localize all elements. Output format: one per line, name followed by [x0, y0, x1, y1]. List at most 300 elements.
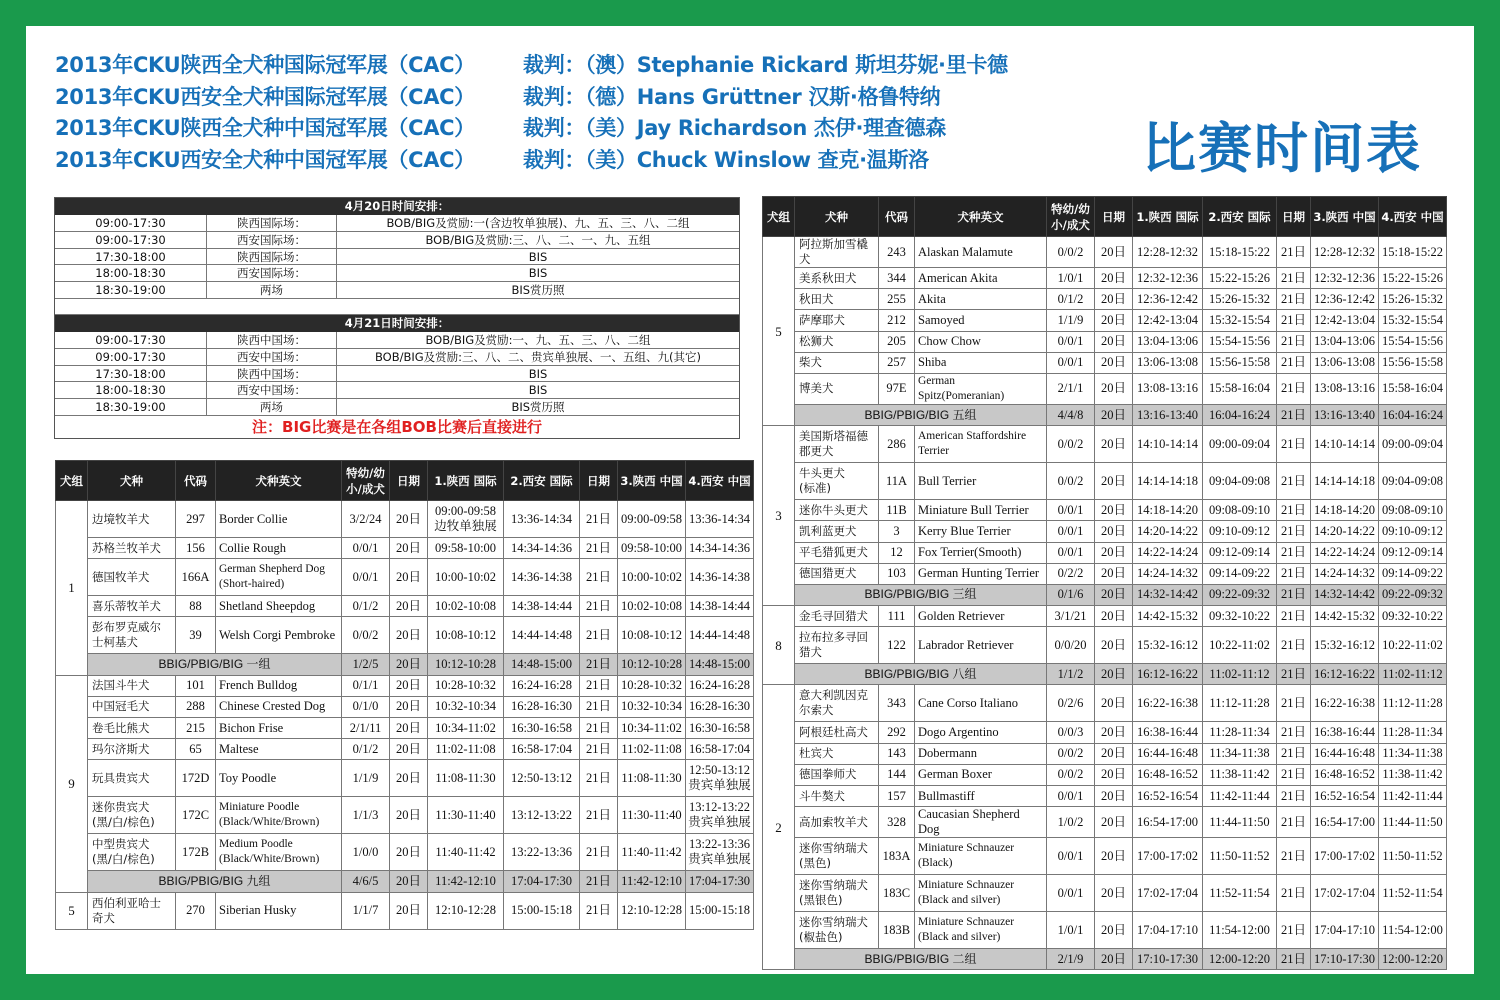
time-cn-xian: 12:50-13:12 贵宾单独展 — [686, 760, 754, 797]
breed-cn: 玩具贵宾犬 — [88, 760, 176, 797]
time-cn-shaanxi: 09:00-09:58 — [618, 501, 686, 538]
breed-cn: 意大利凯因克 尔索犬 — [795, 685, 879, 722]
time-intl-xian: 16:04-16:24 — [1203, 404, 1277, 425]
entry-count: 0/0/1 — [342, 538, 390, 559]
schedule-row — [55, 232, 739, 249]
entry-count: 1/0/2 — [1047, 807, 1095, 838]
date-day1: 20日 — [1095, 426, 1133, 463]
column-header: 3.陕西 中国 — [618, 461, 686, 501]
time-intl-shaanxi: 09:58-10:00 — [428, 538, 504, 559]
table-row — [763, 685, 1447, 722]
breed-code: 88 — [176, 596, 216, 617]
time-cn-xian: 14:34-14:36 — [686, 538, 754, 559]
left-schedule-table — [55, 460, 754, 930]
date-day2: 21日 — [1277, 521, 1311, 542]
date-day1: 20日 — [1095, 352, 1133, 373]
breed-code: 39 — [176, 617, 216, 654]
breed-code: 172B — [176, 834, 216, 871]
table-row — [763, 331, 1447, 352]
entry-count: 0/1/6 — [1047, 584, 1095, 605]
breed-code: 172D — [176, 760, 216, 797]
date-day1: 20日 — [1095, 912, 1133, 949]
daily-schedule-box — [54, 197, 740, 439]
breed-cn: 法国斗牛犬 — [88, 675, 176, 696]
breed-en: Chinese Crested Dog — [216, 696, 342, 717]
entry-count: 3/1/21 — [1047, 606, 1095, 627]
date-day2: 21日 — [580, 675, 618, 696]
time-cn-xian: 11:12-11:28 — [1379, 685, 1447, 722]
breed-cn: 金毛寻回猎犬 — [795, 606, 879, 627]
time-cn-xian: 09:32-10:22 — [1379, 606, 1447, 627]
event-header — [55, 50, 1065, 176]
date-day1: 20日 — [390, 739, 428, 760]
date-day1: 20日 — [1095, 268, 1133, 289]
breed-en: Bullmastiff — [915, 786, 1047, 807]
time-cn-shaanxi: 17:10-17:30 — [1311, 949, 1379, 970]
time-cn-xian: 12:00-12:20 — [1379, 949, 1447, 970]
breed-cn: 秋田犬 — [795, 289, 879, 310]
time-cn-xian: 14:36-14:38 — [686, 559, 754, 596]
breed-code: 328 — [879, 807, 915, 838]
schedule-time: 09:00-17:30 — [55, 215, 207, 231]
date-day1: 20日 — [1095, 786, 1133, 807]
time-intl-xian: 11:34-11:38 — [1203, 743, 1277, 764]
group-number: 2 — [763, 685, 795, 970]
breed-en: Shiba — [915, 352, 1047, 373]
breed-en: Bichon Frise — [216, 717, 342, 738]
time-intl-shaanxi: 14:14-14:18 — [1133, 463, 1203, 500]
table-row — [56, 739, 754, 760]
column-header: 3.陕西 中国 — [1311, 197, 1379, 237]
time-cn-shaanxi: 13:08-13:16 — [1311, 373, 1379, 404]
entry-count: 0/0/3 — [1047, 722, 1095, 743]
event-judge: 裁判：（澳）Stephanie Rickard 斯坦芬妮·里卡德 — [523, 53, 1008, 77]
time-cn-shaanxi: 11:30-11:40 — [618, 797, 686, 834]
column-header: 日期 — [1095, 197, 1133, 237]
time-intl-shaanxi: 16:12-16:22 — [1133, 664, 1203, 685]
table-row — [56, 760, 754, 797]
time-intl-xian: 13:22-13:36 — [504, 834, 580, 871]
breed-cn: 凯利蓝更犬 — [795, 521, 879, 542]
time-intl-xian: 15:32-15:54 — [1203, 310, 1277, 331]
breed-en: Samoyed — [915, 310, 1047, 331]
table-row — [763, 875, 1447, 912]
breed-cn: 松狮犬 — [795, 331, 879, 352]
event-title: 2013年CKU陕西全犬种中国冠军展（CAC） — [55, 116, 475, 140]
table-row — [763, 237, 1447, 268]
time-cn-shaanxi: 16:12-16:22 — [1311, 664, 1379, 685]
entry-count: 0/0/2 — [1047, 237, 1095, 268]
time-intl-xian: 11:42-11:44 — [1203, 786, 1277, 807]
time-cn-shaanxi: 12:28-12:32 — [1311, 237, 1379, 268]
breed-en: Miniature Poodle (Black/White/Brown) — [216, 797, 342, 834]
time-intl-xian: 16:58-17:04 — [504, 739, 580, 760]
breed-code: 205 — [879, 331, 915, 352]
table-header-row — [763, 197, 1447, 237]
column-header: 4.西安 中国 — [1379, 197, 1447, 237]
schedule-row — [55, 399, 739, 416]
schedule-event: BOB/BIG及赏励:一、九、五、三、八、二组 — [425, 332, 651, 347]
breed-en: Alaskan Malamute — [915, 237, 1047, 268]
date-day2: 21日 — [1277, 685, 1311, 722]
schedule-row — [55, 332, 739, 349]
breed-cn: 德国猎更犬 — [795, 563, 879, 584]
breed-cn: 阿拉斯加雪橇犬 — [795, 237, 879, 268]
table-row — [763, 764, 1447, 785]
entry-count: 1/1/9 — [342, 760, 390, 797]
breed-code: 111 — [879, 606, 915, 627]
time-cn-shaanxi: 17:02-17:04 — [1311, 875, 1379, 912]
time-intl-shaanxi: 17:10-17:30 — [1133, 949, 1203, 970]
date-day2: 21日 — [1277, 875, 1311, 912]
time-cn-xian: 15:22-15:26 — [1379, 268, 1447, 289]
date-day2: 21日 — [1277, 563, 1311, 584]
schedule-row — [55, 249, 739, 266]
entry-count: 0/0/2 — [1047, 426, 1095, 463]
time-cn-xian: 15:56-15:58 — [1379, 352, 1447, 373]
time-intl-xian: 09:08-09:10 — [1203, 500, 1277, 521]
time-intl-xian: 15:22-15:26 — [1203, 268, 1277, 289]
breed-en: Miniature Schnauzer (Black and silver) — [915, 875, 1047, 912]
entry-count: 0/1/2 — [342, 596, 390, 617]
time-cn-shaanxi: 14:32-14:42 — [1311, 584, 1379, 605]
column-header: 代码 — [879, 197, 915, 237]
date-day2: 21日 — [580, 871, 618, 892]
schedule-event: BIS — [528, 366, 548, 381]
time-cn-xian: 14:38-14:44 — [686, 596, 754, 617]
table-row — [56, 538, 754, 559]
date-day1: 20日 — [390, 654, 428, 675]
schedule-event: BIS赏历照 — [511, 400, 565, 415]
breed-en: Cane Corso Italiano — [915, 685, 1047, 722]
date-day2: 21日 — [580, 797, 618, 834]
breed-cn: 美系秋田犬 — [795, 268, 879, 289]
entry-count: 0/0/1 — [1047, 838, 1095, 875]
time-intl-shaanxi: 09:00-09:58 边牧单独展 — [428, 501, 504, 538]
schedule-time: 17:30-18:00 — [55, 249, 207, 265]
date-day1: 20日 — [390, 797, 428, 834]
breed-cn: 拉布拉多寻回 猎犬 — [795, 627, 879, 664]
breed-code: 12 — [879, 542, 915, 563]
date-day1: 20日 — [390, 871, 428, 892]
time-cn-xian: 11:38-11:42 — [1379, 764, 1447, 785]
breed-cn: 迷你雪纳瑞犬 (椒盐色) — [795, 912, 879, 949]
table-row — [56, 797, 754, 834]
entry-count: 0/0/1 — [1047, 331, 1095, 352]
time-intl-xian: 09:32-10:22 — [1203, 606, 1277, 627]
group-summary-row — [763, 584, 1447, 605]
date-day2: 21日 — [1277, 426, 1311, 463]
time-intl-shaanxi: 15:32-16:12 — [1133, 627, 1203, 664]
table-row — [763, 563, 1447, 584]
table-row — [763, 463, 1447, 500]
date-day2: 21日 — [1277, 237, 1311, 268]
entry-count: 0/0/2 — [1047, 743, 1095, 764]
time-cn-shaanxi: 09:58-10:00 — [618, 538, 686, 559]
breed-cn: 西伯利亚哈士 奇犬 — [88, 892, 176, 929]
table-row — [56, 892, 754, 929]
time-intl-xian: 09:00-09:04 — [1203, 426, 1277, 463]
event-line — [55, 82, 1065, 114]
breed-en: Collie Rough — [216, 538, 342, 559]
entry-count: 2/1/1 — [1047, 373, 1095, 404]
breed-en: Medium Poodle (Black/White/Brown) — [216, 834, 342, 871]
breed-code: 103 — [879, 563, 915, 584]
time-cn-shaanxi: 16:38-16:44 — [1311, 722, 1379, 743]
date-day2: 21日 — [580, 760, 618, 797]
time-cn-shaanxi: 16:22-16:38 — [1311, 685, 1379, 722]
time-intl-shaanxi: 10:34-11:02 — [428, 717, 504, 738]
breed-en: Border Collie — [216, 501, 342, 538]
entry-count: 0/0/1 — [1047, 521, 1095, 542]
time-intl-shaanxi: 14:24-14:32 — [1133, 563, 1203, 584]
time-intl-shaanxi: 12:10-12:28 — [428, 892, 504, 929]
time-intl-shaanxi: 10:32-10:34 — [428, 696, 504, 717]
time-cn-xian: 10:22-11:02 — [1379, 627, 1447, 664]
event-judge: 裁判：（德）Hans Grüttner 汉斯·格鲁特纳 — [523, 84, 941, 109]
time-intl-xian: 15:00-15:18 — [504, 892, 580, 929]
date-day1: 20日 — [1095, 563, 1133, 584]
breed-cn: 迷你贵宾犬 (黑/白/棕色) — [88, 797, 176, 834]
table-row — [763, 627, 1447, 664]
time-cn-xian: 16:58-17:04 — [686, 739, 754, 760]
time-cn-shaanxi: 14:18-14:20 — [1311, 500, 1379, 521]
schedule-event: BIS — [528, 249, 548, 264]
breed-code: 297 — [176, 501, 216, 538]
date-day1: 20日 — [1095, 807, 1133, 838]
column-header: 2.西安 国际 — [504, 461, 580, 501]
time-intl-shaanxi: 16:52-16:54 — [1133, 786, 1203, 807]
breed-cn: 苏格兰牧羊犬 — [88, 538, 176, 559]
table-row — [763, 912, 1447, 949]
breed-code: 97E — [879, 373, 915, 404]
date-day2: 21日 — [1277, 542, 1311, 563]
time-intl-shaanxi: 10:02-10:08 — [428, 596, 504, 617]
schedule-venue: 西安中国场： — [207, 349, 337, 365]
breed-en: Shetland Sheepdog — [216, 596, 342, 617]
table-row — [763, 786, 1447, 807]
time-cn-xian: 11:44-11:50 — [1379, 807, 1447, 838]
breed-cn: 迷你雪纳瑞犬 (黑银色) — [795, 875, 879, 912]
schedule-time: 18:30-19:00 — [55, 399, 207, 415]
entry-count: 1/1/7 — [342, 892, 390, 929]
table-row — [763, 606, 1447, 627]
column-header: 犬组 — [763, 197, 795, 237]
time-intl-xian: 09:22-09:32 — [1203, 584, 1277, 605]
date-day1: 20日 — [1095, 743, 1133, 764]
time-intl-xian: 14:44-14:48 — [504, 617, 580, 654]
column-header: 1.陕西 国际 — [428, 461, 504, 501]
schedule-venue: 西安中国场： — [207, 382, 337, 398]
date-day1: 20日 — [390, 596, 428, 617]
date-day1: 20日 — [1095, 664, 1133, 685]
time-intl-shaanxi: 17:02-17:04 — [1133, 875, 1203, 912]
time-intl-xian: 15:26-15:32 — [1203, 289, 1277, 310]
time-cn-xian: 11:54-12:00 — [1379, 912, 1447, 949]
summary-label: BBIG/PBIG/BIG 八组 — [795, 664, 1047, 685]
date-day1: 20日 — [1095, 237, 1133, 268]
time-intl-xian: 14:38-14:44 — [504, 596, 580, 617]
breed-en: Labrador Retriever — [915, 627, 1047, 664]
date-day1: 20日 — [390, 559, 428, 596]
breed-en: American Staffordshire Terrier — [915, 426, 1047, 463]
breed-cn: 萨摩耶犬 — [795, 310, 879, 331]
group-summary-row — [763, 664, 1447, 685]
time-intl-shaanxi: 14:18-14:20 — [1133, 500, 1203, 521]
day1-title: 4月20日时间安排： — [55, 198, 739, 215]
date-day2: 21日 — [1277, 352, 1311, 373]
breed-cn: 喜乐蒂牧羊犬 — [88, 596, 176, 617]
time-intl-xian: 11:38-11:42 — [1203, 764, 1277, 785]
entry-count: 1/1/9 — [1047, 310, 1095, 331]
table-row — [763, 373, 1447, 404]
time-cn-xian: 15:54-15:56 — [1379, 331, 1447, 352]
time-cn-xian: 14:48-15:00 — [686, 654, 754, 675]
entry-count: 0/2/2 — [1047, 563, 1095, 584]
entry-count: 0/0/1 — [1047, 875, 1095, 912]
date-day2: 21日 — [1277, 722, 1311, 743]
date-day1: 20日 — [1095, 606, 1133, 627]
right-schedule-table — [762, 196, 1447, 970]
date-day2: 21日 — [1277, 664, 1311, 685]
breed-code: 11A — [879, 463, 915, 500]
group-summary-row — [763, 404, 1447, 425]
breed-code: 286 — [879, 426, 915, 463]
breed-code: 101 — [176, 675, 216, 696]
column-header: 犬种 — [795, 197, 879, 237]
date-day1: 20日 — [1095, 542, 1133, 563]
time-cn-shaanxi: 12:10-12:28 — [618, 892, 686, 929]
time-cn-xian: 11:02-11:12 — [1379, 664, 1447, 685]
event-line — [55, 50, 1065, 82]
time-intl-xian: 11:52-11:54 — [1203, 875, 1277, 912]
time-cn-shaanxi: 17:04-17:10 — [1311, 912, 1379, 949]
schedule-time: 18:00-18:30 — [55, 382, 207, 398]
entry-count: 0/0/1 — [1047, 500, 1095, 521]
time-intl-shaanxi: 11:02-11:08 — [428, 739, 504, 760]
time-cn-xian: 11:50-11:52 — [1379, 838, 1447, 875]
date-day2: 21日 — [1277, 584, 1311, 605]
time-intl-xian: 15:18-15:22 — [1203, 237, 1277, 268]
breed-en: Kerry Blue Terrier — [915, 521, 1047, 542]
breed-en: Miniature Schnauzer (Black and silver) — [915, 912, 1047, 949]
time-intl-xian: 09:14-09:22 — [1203, 563, 1277, 584]
time-cn-xian: 14:44-14:48 — [686, 617, 754, 654]
date-day2: 21日 — [580, 501, 618, 538]
day1-rows — [55, 215, 739, 299]
time-intl-shaanxi: 14:32-14:42 — [1133, 584, 1203, 605]
entry-count: 0/1/1 — [342, 675, 390, 696]
date-day2: 21日 — [580, 696, 618, 717]
date-day2: 21日 — [1277, 373, 1311, 404]
time-cn-xian: 09:04-09:08 — [1379, 463, 1447, 500]
date-day2: 21日 — [1277, 310, 1311, 331]
time-cn-shaanxi: 13:04-13:06 — [1311, 331, 1379, 352]
time-cn-xian: 16:04-16:24 — [1379, 404, 1447, 425]
time-intl-shaanxi: 14:20-14:22 — [1133, 521, 1203, 542]
breed-en: German Spitz(Pomeranian) — [915, 373, 1047, 404]
table-header-row — [56, 461, 754, 501]
time-cn-shaanxi: 11:42-12:10 — [618, 871, 686, 892]
time-intl-shaanxi: 12:36-12:42 — [1133, 289, 1203, 310]
time-intl-xian: 15:54-15:56 — [1203, 331, 1277, 352]
time-intl-xian: 16:30-16:58 — [504, 717, 580, 738]
date-day1: 20日 — [1095, 463, 1133, 500]
breed-cn: 柴犬 — [795, 352, 879, 373]
date-day1: 20日 — [390, 760, 428, 797]
time-cn-shaanxi: 14:14-14:18 — [1311, 463, 1379, 500]
breed-en: German Shepherd Dog (Short-haired) — [216, 559, 342, 596]
breed-code: 257 — [879, 352, 915, 373]
time-cn-xian: 09:14-09:22 — [1379, 563, 1447, 584]
breed-cn: 博美犬 — [795, 373, 879, 404]
date-day1: 20日 — [1095, 500, 1133, 521]
time-intl-shaanxi: 13:08-13:16 — [1133, 373, 1203, 404]
time-intl-xian: 09:04-09:08 — [1203, 463, 1277, 500]
time-intl-shaanxi: 10:08-10:12 — [428, 617, 504, 654]
breed-code: 122 — [879, 627, 915, 664]
entry-count: 4/6/5 — [342, 871, 390, 892]
breed-en: Toy Poodle — [216, 760, 342, 797]
time-intl-xian: 09:12-09:14 — [1203, 542, 1277, 563]
time-intl-xian: 11:44-11:50 — [1203, 807, 1277, 838]
schedule-venue: 陕西国际场： — [207, 249, 337, 265]
event-line — [55, 145, 1065, 177]
time-cn-xian: 16:24-16:28 — [686, 675, 754, 696]
breed-cn: 迷你雪纳瑞犬 (黑色) — [795, 838, 879, 875]
table-row — [763, 722, 1447, 743]
table-row — [763, 500, 1447, 521]
date-day1: 20日 — [1095, 584, 1133, 605]
time-intl-xian: 11:50-11:52 — [1203, 838, 1277, 875]
date-day2: 21日 — [1277, 786, 1311, 807]
breed-en: Bull Terrier — [915, 463, 1047, 500]
breed-en: Chow Chow — [915, 331, 1047, 352]
time-cn-shaanxi: 15:32-16:12 — [1311, 627, 1379, 664]
schedule-event: BOB/BIG及赏励:三、八、二、一、九、五组 — [425, 232, 651, 247]
table-row — [763, 521, 1447, 542]
summary-label: BBIG/PBIG/BIG 三组 — [795, 584, 1047, 605]
schedule-venue: 两场 — [207, 399, 337, 415]
time-intl-shaanxi: 13:06-13:08 — [1133, 352, 1203, 373]
column-header: 特幼/幼 小/成犬 — [342, 461, 390, 501]
date-day2: 21日 — [580, 654, 618, 675]
date-day1: 20日 — [390, 538, 428, 559]
breed-code: 288 — [176, 696, 216, 717]
date-day1: 20日 — [1095, 838, 1133, 875]
entry-count: 0/0/1 — [1047, 542, 1095, 563]
time-intl-xian: 14:48-15:00 — [504, 654, 580, 675]
date-day2: 21日 — [580, 538, 618, 559]
time-cn-xian: 11:52-11:54 — [1379, 875, 1447, 912]
summary-label: BBIG/PBIG/BIG 九组 — [88, 871, 342, 892]
date-day1: 20日 — [390, 617, 428, 654]
schedule-row — [55, 265, 739, 282]
table-row — [56, 696, 754, 717]
time-intl-xian: 14:34-14:36 — [504, 538, 580, 559]
schedule-event: BOB/BIG及赏励:一(含边牧单独展)、九、五、三、八、二组 — [386, 216, 690, 230]
time-cn-xian: 13:36-14:34 — [686, 501, 754, 538]
time-cn-shaanxi: 13:16-13:40 — [1311, 404, 1379, 425]
breed-code: 65 — [176, 739, 216, 760]
entry-count: 4/4/8 — [1047, 404, 1095, 425]
schedule-note: 注：BIG比赛是在各组BOB比赛后直接进行 — [252, 417, 542, 436]
date-day2: 21日 — [1277, 743, 1311, 764]
table-row — [763, 807, 1447, 838]
date-day1: 20日 — [1095, 764, 1133, 785]
entry-count: 0/0/2 — [1047, 463, 1095, 500]
breed-cn: 彭布罗克威尔 士柯基犬 — [88, 617, 176, 654]
